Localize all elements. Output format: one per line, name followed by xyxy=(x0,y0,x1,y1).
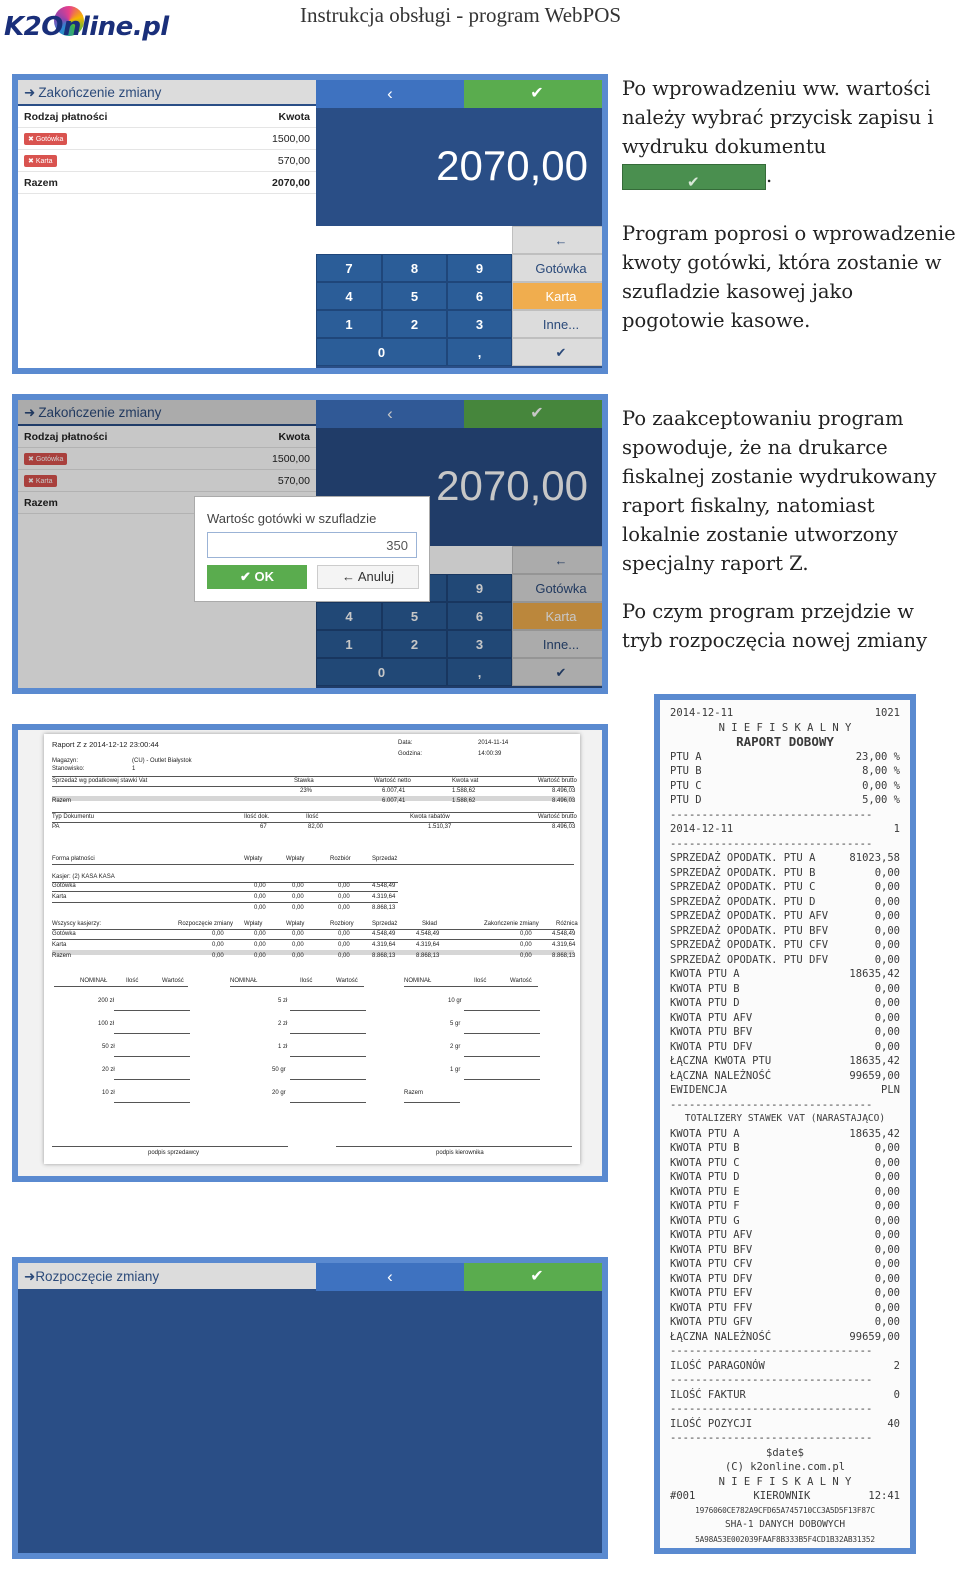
divider xyxy=(52,891,398,892)
pay-cell: 4.319,64 xyxy=(372,894,396,900)
receipt-content: 2014-12-11 1021 N I E F I S K A L N Y RAPORT DOBOWY PTU A 23,00 % PTU B 8,00 % PTU C 0,00 % PTU D 5,00 % -------------------------------- 2014-12-11 1 -------------------------------- SPRZEDAŻ OPODATK. PTU A 81023,58 SPRZEDAŻ OPODATK. PTU B 0,00 SPRZEDAŻ OPODATK. PTU C 0,00 SPRZEDAŻ OPODATK. PTU D 0,00 SPRZEDAŻ OPODATK. PTU AFV 0,00 SPRZEDAŻ OPODATK. PTU BFV 0,00 SPRZEDAŻ OPODATK. PTU CFV 0,00 SPRZEDAŻ OPODATK. PTU DFV 0,00 KWOTA PTU A 18635,42 KWOTA PTU B 0,00 KWOTA PTU D 0,00 KWOTA PTU AFV 0,00 KWOTA PTU BFV 0,00 KWOTA PTU DFV 0,00 ŁĄCZNA KWOTA PTU 18635,42 ŁĄCZNA NALEŻNOŚĆ 99659,00 EWIDENCJA PLN -------------------------------- TOTALIZERY STAWEK VAT (NARASTAJĄCO) KWOTA PTU A 18635,42 KWOTA PTU B 0,00 KWOTA PTU C 0,00 KWOTA PTU D 0,00 KWOTA PTU E 0,00 KWOTA PTU F 0,00 KWOTA PTU G 0,00 KWOTA PTU AFV 0,00 KWOTA PTU BFV 0,00 KWOTA PTU CFV 0,00 KWOTA PTU DFV 0,00 KWOTA PTU EFV 0,00 KWOTA PTU FFV 0,00 KWOTA PTU GFV 0,00 ŁĄCZNA NALEŻNOŚĆ 99659,00 -------------------------------- ILOŚĆ PARAGONÓW 2 -------------------------------- ILOŚĆ FAKTUR 0 -------------------------------- ILOŚĆ POZYCJI 40 -------------------------------- $date$ (C) k2online.com.pl N I E F I S K A L N Y #001 KIEROWNIK 12:41 1976060CE782A9CFD65A745710CC3A5D5F13F87C SHA-1 DANYCH DOBOWYCH 5A98A53E002039FAAF8B333B5F4CD1B32AB31352 xyxy=(660,706,910,1547)
all-cell: 0,00 xyxy=(212,953,224,959)
paragraph-1-text: Po wprowadzeniu ww. wartości należy wybrać przycisk zapisu i wydruku dokumentu xyxy=(622,77,934,158)
divider xyxy=(52,939,574,940)
all-cell: 4.548,49 xyxy=(552,931,576,937)
back-button[interactable]: ‹ xyxy=(316,1263,464,1291)
receipt-hash-2: 5A98A53E002039FAAF8B333B5F4CD1B32AB31352 xyxy=(695,1534,875,1544)
receipt-hash-1: 1976060CE782A9CFD65A745710CC3A5D5F13F87C xyxy=(695,1505,875,1515)
receipt-nonfiscal: N I E F I S K A L N Y xyxy=(718,721,852,734)
divider xyxy=(144,1033,190,1034)
report-date-label: Data: xyxy=(398,740,413,746)
receipt-dashes: -------------------------------- xyxy=(670,1374,873,1386)
payment-tag-cash[interactable]: ✖ Gotówka xyxy=(24,453,67,465)
total-row xyxy=(18,172,316,194)
pay-cell: Gotówka xyxy=(52,883,76,889)
divider xyxy=(320,1102,366,1103)
all-cell: 0,00 xyxy=(254,942,266,948)
divider xyxy=(54,986,188,987)
divider xyxy=(320,1033,366,1034)
divider xyxy=(464,1033,494,1034)
divider xyxy=(464,1010,494,1011)
nom-value: 20 gr xyxy=(272,1090,286,1096)
all-cell: 0,00 xyxy=(292,953,304,959)
total-value: 2070,00 xyxy=(272,176,310,189)
key-1[interactable]: 1 xyxy=(316,630,382,658)
doc-header-cell: Typ Dokumentu xyxy=(52,814,95,820)
pay-cell: 0,00 xyxy=(254,905,266,911)
nom-value: 1 gr xyxy=(450,1067,461,1073)
divider xyxy=(494,1010,540,1011)
report-z-frame xyxy=(12,724,608,1182)
panel-header-title: Zakończenie zmiany xyxy=(38,405,162,420)
vat-cell: 6.007,41 xyxy=(382,788,406,794)
table-header xyxy=(18,106,316,128)
save-print-button[interactable]: ✔ xyxy=(464,400,608,428)
end-shift-dialog-screen xyxy=(12,394,608,694)
doc-cell: 1.510,37 xyxy=(428,824,452,830)
key-4[interactable]: 4 xyxy=(316,282,382,310)
vat-header-cell: Stawka xyxy=(294,778,314,784)
vat-cell: 8.496,03 xyxy=(552,788,576,794)
all-cell: 0,00 xyxy=(254,931,266,937)
nom-header: Wartość xyxy=(510,978,532,984)
signature-label: podpis sprzedawcy xyxy=(148,1150,200,1156)
divider xyxy=(494,1033,540,1034)
divider xyxy=(52,902,398,903)
key-comma[interactable]: , xyxy=(447,658,512,686)
sign-out-icon: ➜ xyxy=(24,85,36,100)
paragraph-2: Program poprosi o wprowadzenie kwoty gotówki, która zostanie w szufladzie kasowej jako pogotowie kasowe. xyxy=(622,222,956,332)
key-3[interactable]: 3 xyxy=(447,310,512,338)
paragraph-1 xyxy=(622,74,952,190)
payment-tag-card[interactable]: ✖ Karta xyxy=(24,475,57,487)
nom-value: 10 zł xyxy=(102,1090,115,1096)
doc-header-cell: Ilość xyxy=(306,814,319,820)
divider xyxy=(144,1102,190,1103)
all-cell: 4.319,64 xyxy=(416,942,440,948)
receipt-copyright: (C) k2online.com.pl xyxy=(724,1461,846,1473)
nom-header: Wartość xyxy=(336,978,358,984)
signature-label: podpis kierownika xyxy=(436,1150,484,1156)
amount-cell: 570,00 xyxy=(277,154,310,167)
divider xyxy=(290,1079,320,1080)
col-amount: Kwota xyxy=(278,430,310,443)
cashier-line: Kasjer: (2) KASA KASA xyxy=(52,874,115,880)
divider xyxy=(290,1056,320,1057)
doc-cell: PA xyxy=(52,824,60,830)
all-cell: 0,00 xyxy=(520,931,532,937)
amount-input[interactable] xyxy=(316,226,512,254)
key-2[interactable]: 2 xyxy=(382,310,447,338)
report-date-value: 2014-11-14 xyxy=(478,740,509,746)
divider xyxy=(144,1056,190,1057)
station-label: Stanowisko: xyxy=(52,766,85,772)
divider xyxy=(404,1102,460,1103)
all-header-cell: Zakończenie zmiany xyxy=(484,921,539,927)
table-row[interactable] xyxy=(18,150,316,172)
back-button[interactable]: ‹ xyxy=(316,400,464,428)
all-cell: 0,00 xyxy=(212,931,224,937)
backspace-button[interactable]: ← xyxy=(512,226,608,254)
all-cell: 8.868,13 xyxy=(552,953,576,959)
col-type: Rodzaj płatności xyxy=(24,430,108,443)
divider xyxy=(52,864,574,865)
divider xyxy=(52,776,574,777)
divider xyxy=(494,1079,540,1080)
amount-display: 2070,00 xyxy=(436,142,588,189)
doc-header-cell: Kwota rabatów xyxy=(410,814,450,820)
check-icon: ✔ xyxy=(687,172,700,191)
amount-cell: 1500,00 xyxy=(272,132,310,145)
pay-cell: Karta xyxy=(52,894,67,900)
key-6[interactable]: 6 xyxy=(447,282,512,310)
divider xyxy=(114,1079,144,1080)
vat-total-cell: 6.007,41 xyxy=(382,798,406,804)
divider xyxy=(52,812,574,813)
key-4[interactable]: 4 xyxy=(316,602,382,630)
inline-save-button-image xyxy=(622,164,766,190)
all-cell: 4.548,49 xyxy=(416,931,440,937)
all-cell: 8.868,13 xyxy=(416,953,440,959)
vat-header-cell: Kwota vat xyxy=(452,778,479,784)
all-cell: 0,00 xyxy=(338,953,350,959)
back-button[interactable]: ‹ xyxy=(316,80,464,108)
doc-header-cell: Wartość brutto xyxy=(538,814,577,820)
nom-value: 100 zł xyxy=(98,1021,115,1027)
paragraph-3: Po zaakceptowaniu program spowoduje, że na drukarce fiskalnej zostanie wydrukowany raport fiskalny, natomiast lokalnie zostanie utworzony specjalny raport Z. xyxy=(622,407,937,575)
key-5[interactable]: 5 xyxy=(382,282,447,310)
all-header-cell: Rozpoczęcie zmiany xyxy=(178,921,234,927)
panel-header-title: Zakończenie zmiany xyxy=(38,85,162,100)
nom-header: Ilość xyxy=(474,978,487,984)
document-title: Instrukcja obsługi - program WebPOS xyxy=(300,3,622,27)
k2online-logo xyxy=(4,4,174,44)
receipt-dashes: -------------------------------- xyxy=(670,1432,873,1444)
other-button[interactable]: Inne... xyxy=(512,630,608,658)
receipt-title: RAPORT DOBOWY xyxy=(736,734,834,749)
receipt-sha-label: SHA-1 DANYCH DOBOWYCH xyxy=(724,1519,846,1530)
amount-cell: 1500,00 xyxy=(272,452,310,465)
all-cell: 0,00 xyxy=(292,942,304,948)
key-6[interactable]: 6 xyxy=(447,602,512,630)
col-amount: Kwota xyxy=(278,110,310,123)
receipt-dashes: -------------------------------- xyxy=(670,1098,873,1111)
amount-cell: 570,00 xyxy=(277,474,310,487)
key-9[interactable]: 9 xyxy=(447,254,512,282)
amount-display: 2070,00 xyxy=(436,462,588,509)
panel-header-title: Rozpoczęcie zmiany xyxy=(35,1269,160,1284)
signature-line xyxy=(52,1146,288,1147)
confirm-button[interactable]: ✔ xyxy=(512,338,608,366)
paragraph-4: Po czym program przejdzie w tryb rozpoczęcia nowej zmiany xyxy=(622,600,928,652)
cash-drawer-dialog xyxy=(194,496,430,602)
signature-line xyxy=(336,1146,572,1147)
all-cell: 0,00 xyxy=(292,931,304,937)
report-title: Raport Z z 2014-12-12 23:00:44 xyxy=(52,740,159,749)
vat-cell: 1.588,62 xyxy=(452,788,476,794)
station-value: 1 xyxy=(132,766,136,772)
doc-cell: 8.496,03 xyxy=(552,824,576,830)
divider xyxy=(52,929,574,930)
doc-cell: 82,00 xyxy=(308,824,324,830)
divider xyxy=(52,950,574,955)
pay-header-cell: Forma płatności xyxy=(52,856,95,862)
fiscal-receipt xyxy=(654,694,916,1554)
backspace-button[interactable]: ← xyxy=(512,546,608,574)
key-8[interactable]: 8 xyxy=(382,254,447,282)
all-header-cell: Skład xyxy=(422,921,438,927)
divider xyxy=(290,1033,320,1034)
nom-header: NOMINAŁ xyxy=(80,978,108,984)
sign-out-icon: ➜ xyxy=(24,405,36,420)
pay-cell: 0,00 xyxy=(254,894,266,900)
divider xyxy=(494,1056,540,1057)
save-print-button[interactable]: ✔ xyxy=(464,80,608,108)
nom-value: 10 gr xyxy=(448,998,462,1004)
table-row[interactable] xyxy=(18,128,316,150)
divider xyxy=(230,986,364,987)
sign-in-icon: ➜ xyxy=(24,1269,36,1284)
paragraph-1-end: . xyxy=(766,164,773,187)
all-header-cell: Wpłaty xyxy=(286,921,305,927)
divider xyxy=(320,1079,366,1080)
divider xyxy=(404,986,538,987)
receipt-nonfiscal-footer: N I E F I S K A L N Y xyxy=(718,1475,852,1488)
all-header-cell: Sprzedaż xyxy=(372,921,398,927)
nom-header: Ilość xyxy=(126,978,139,984)
receipt-dashes: -------------------------------- xyxy=(670,808,873,821)
pay-cell: 8.868,13 xyxy=(372,905,396,911)
all-cell: 4.319,64 xyxy=(372,942,396,948)
all-cell: 0,00 xyxy=(520,953,532,959)
receipt-footer-date: $date$ xyxy=(766,1446,804,1459)
receipt-dashes: -------------------------------- xyxy=(670,1403,873,1415)
pay-header-cell: Rozbiór xyxy=(330,856,351,862)
totalizers-title: TOTALIZERY STAWEK VAT (NARASTAJĄCO) xyxy=(684,1113,886,1124)
vat-header-cell: Sprzedaż wg podatkowej stawki Vat xyxy=(52,778,148,784)
nom-header: Wartość xyxy=(162,978,184,984)
doc-cell: 67 xyxy=(260,824,267,830)
total-label: Razem xyxy=(24,496,58,509)
divider xyxy=(52,822,574,823)
pay-header-cell: Sprzedaż xyxy=(372,856,398,862)
all-cell: Razem xyxy=(52,953,72,959)
pay-cell: 0,00 xyxy=(338,894,350,900)
vat-cell: 23% xyxy=(300,788,313,794)
nom-value: 50 gr xyxy=(272,1067,286,1073)
divider xyxy=(320,1010,366,1011)
pay-cell: 0,00 xyxy=(338,905,350,911)
divider xyxy=(290,1010,320,1011)
divider xyxy=(144,1010,190,1011)
payment-tag-card[interactable]: ✖ Karta xyxy=(24,155,57,167)
payments-table xyxy=(18,106,316,194)
pay-cell: 0,00 xyxy=(338,883,350,889)
all-header-cell: Wszyscy kasjerzy: xyxy=(52,921,102,927)
divider xyxy=(464,1056,494,1057)
divider xyxy=(114,1102,144,1103)
nom-header: NOMINAŁ xyxy=(404,978,432,984)
ok-button[interactable]: ✔ OK xyxy=(207,565,307,589)
nom-value: 1 zł xyxy=(278,1044,288,1050)
vat-total-cell: Razem xyxy=(52,798,72,804)
logo-text: K2Online.pl xyxy=(4,12,169,42)
vat-header-cell: Wartość brutto xyxy=(538,778,577,784)
panel-header xyxy=(18,1263,316,1291)
nom-value: Razem xyxy=(404,1090,424,1096)
col-type: Rodzaj płatności xyxy=(24,110,108,123)
nom-value: 2 zł xyxy=(278,1021,288,1027)
store-label: Magazyn: xyxy=(52,758,79,764)
divider xyxy=(52,796,574,801)
pay-cell: 0,00 xyxy=(292,894,304,900)
pay-header-cell: Wpłaty xyxy=(244,856,263,862)
pay-cell: 0,00 xyxy=(254,883,266,889)
key-1[interactable]: 1 xyxy=(316,310,382,338)
panel-header xyxy=(18,80,316,106)
key-2[interactable]: 2 xyxy=(382,630,447,658)
report-time-label: Godzina: xyxy=(398,751,423,757)
divider xyxy=(114,1033,144,1034)
payment-tag-cash[interactable]: ✖ Gotówka xyxy=(24,133,67,145)
all-cell: Karta xyxy=(52,942,67,948)
divider xyxy=(114,1010,144,1011)
start-shift-confirm-button[interactable]: ✔ xyxy=(464,1263,608,1291)
receipt-footer-line: #001 KIEROWNIK 12:41 xyxy=(670,1490,900,1502)
nom-header: Ilość xyxy=(300,978,313,984)
divider xyxy=(52,786,574,787)
cash-button[interactable]: Gotówka xyxy=(512,574,608,602)
divider xyxy=(464,1079,494,1080)
nom-value: 2 gr xyxy=(450,1044,461,1050)
nom-value: 20 zł xyxy=(102,1067,115,1073)
report-z-sheet xyxy=(44,734,580,1164)
dialog-title: Wartośc gotówki w szufladzie xyxy=(207,511,377,526)
divider xyxy=(144,1079,190,1080)
divider xyxy=(114,1056,144,1057)
payments-pane xyxy=(18,80,316,368)
receipt-line: 2014-12-11 1021 xyxy=(670,707,900,719)
card-button[interactable]: Karta xyxy=(512,602,608,630)
other-button[interactable]: Inne... xyxy=(512,310,608,338)
all-cell: 8.868,13 xyxy=(372,953,396,959)
card-button[interactable]: Karta xyxy=(512,282,608,310)
all-header-cell: Wpłaty xyxy=(244,921,263,927)
start-shift-screen xyxy=(12,1257,608,1559)
vat-total-cell: 1.588,62 xyxy=(452,798,476,804)
divider xyxy=(320,1056,366,1057)
receipt-dashes: -------------------------------- xyxy=(670,837,873,850)
confirm-button[interactable]: ✔ xyxy=(512,658,608,686)
all-cell: Gotówka xyxy=(52,931,76,937)
all-cell: 0,00 xyxy=(212,942,224,948)
key-9[interactable]: 9 xyxy=(447,574,512,602)
all-cell: 0,00 xyxy=(338,931,350,937)
pay-cell: 4.548,49 xyxy=(372,883,396,889)
all-cell: 0,00 xyxy=(338,942,350,948)
key-0[interactable]: 0 xyxy=(316,338,447,366)
all-header-cell: Rozbiory xyxy=(330,921,354,927)
all-cell: 4.548,49 xyxy=(372,931,396,937)
vat-total-cell: 8.496,03 xyxy=(552,798,576,804)
nom-value: 50 zł xyxy=(102,1044,115,1050)
vat-header-cell: Wartość netto xyxy=(374,778,411,784)
key-comma[interactable]: , xyxy=(447,338,512,366)
report-time-value: 14:00:39 xyxy=(478,751,502,757)
cash-button[interactable]: Gotówka xyxy=(512,254,608,282)
all-cell: 4.319,64 xyxy=(552,942,576,948)
store-value: (CU) - Outlet Białystok xyxy=(132,758,192,764)
key-5[interactable]: 5 xyxy=(382,602,447,630)
all-header-cell: Różnica xyxy=(556,921,578,927)
pay-cell: 0,00 xyxy=(292,905,304,911)
nom-value: 5 gr xyxy=(450,1021,461,1027)
receipt-dashes: -------------------------------- xyxy=(670,1345,873,1357)
key-0[interactable]: 0 xyxy=(316,658,447,686)
nom-value: 5 zł xyxy=(278,998,288,1004)
pay-cell: 0,00 xyxy=(292,883,304,889)
end-shift-screen xyxy=(12,74,608,374)
nom-value: 200 zł xyxy=(98,998,115,1004)
cash-amount-input[interactable]: 350 xyxy=(207,532,417,558)
cancel-button[interactable]: ← Anuluj xyxy=(317,565,419,589)
all-cell: 0,00 xyxy=(254,953,266,959)
key-7[interactable]: 7 xyxy=(316,254,382,282)
nom-header: NOMINAŁ xyxy=(230,978,258,984)
key-3[interactable]: 3 xyxy=(447,630,512,658)
divider xyxy=(290,1102,320,1103)
pay-header-cell: Wpłaty xyxy=(286,856,305,862)
total-label: Razem xyxy=(24,176,58,189)
doc-header-cell: Ilość dok. xyxy=(244,814,270,820)
all-cell: 0,00 xyxy=(520,942,532,948)
